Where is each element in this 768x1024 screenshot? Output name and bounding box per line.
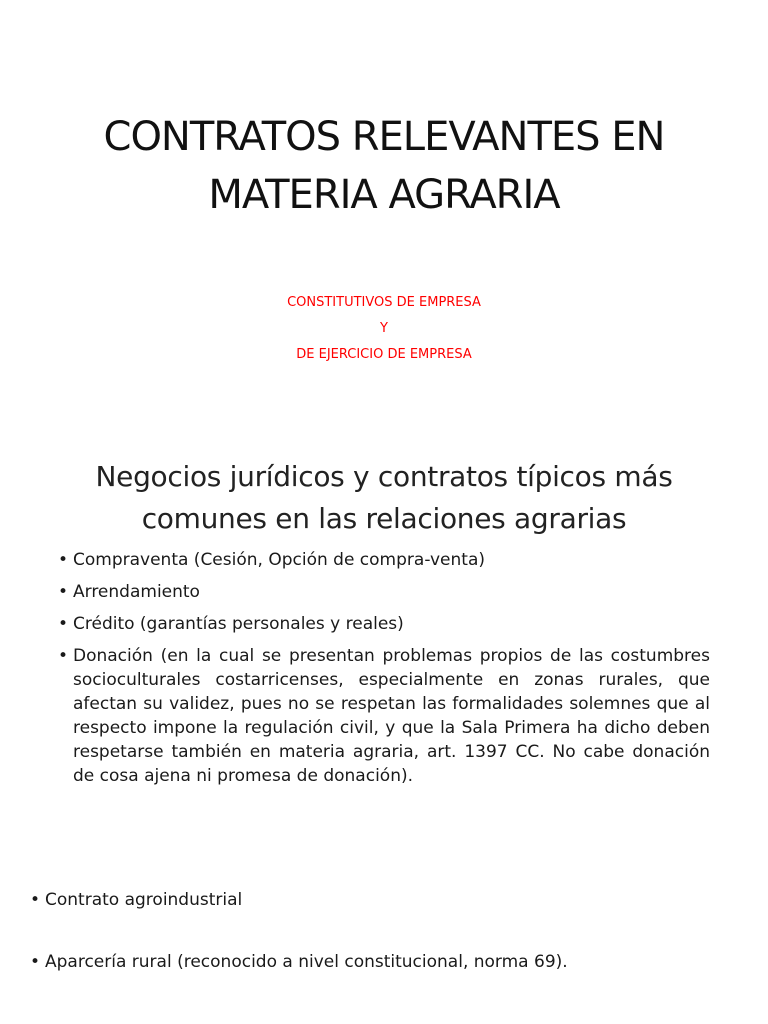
bullet-icon: • — [58, 582, 69, 602]
list-item — [30, 888, 730, 912]
subtitle-line-3: DE EJERCICIO DE EMPRESA — [296, 347, 472, 362]
slide-heading — [40, 456, 728, 540]
list-item-text: Donación (en la cual se presentan problemas propios de las costumbres socioculturales costarricenses, especialmente en zonas rurales, que afectan su validez, pues no se respetan las formalidades solemnes que al respecto impone la regulación civil, y que la Sala Primera ha dicho deben respetarse también en materia agraria, art. 1397 CC. No cabe donación de cosa ajena ni promesa de donación). — [73, 646, 710, 786]
heading-line-1: Negocios jurídicos y contratos típicos más — [95, 460, 673, 493]
slide-subtitle — [100, 290, 668, 368]
list-item — [58, 580, 710, 604]
subtitle-line-2: Y — [380, 321, 388, 336]
slide-more-contracts — [0, 856, 768, 1024]
list-item — [30, 950, 730, 974]
list-item-text: Arrendamiento — [73, 582, 200, 602]
list-item-text: Crédito (garantías personales y reales) — [73, 614, 404, 634]
list-item-text: Aparcería rural (reconocido a nivel constitucional, norma 69). — [45, 952, 568, 972]
slide-contracts — [0, 432, 768, 856]
list-item — [58, 644, 710, 788]
slide-title — [0, 0, 768, 432]
list-item — [58, 548, 710, 572]
bullet-list — [30, 888, 730, 974]
title-line-1: CONTRATOS RELEVANTES EN — [103, 114, 665, 160]
list-item-text: Contrato agroindustrial — [45, 890, 243, 910]
bullet-icon: • — [58, 550, 69, 570]
bullet-list — [58, 548, 710, 796]
bullet-icon: • — [30, 890, 41, 910]
list-item — [58, 612, 710, 636]
bullet-icon: • — [58, 614, 69, 634]
bullet-icon: • — [30, 952, 41, 972]
heading-line-2: comunes en las relaciones agrarias — [141, 502, 627, 535]
title-line-2: MATERIA AGRARIA — [208, 172, 560, 218]
list-item-text: Compraventa (Cesión, Opción de compra-venta) — [73, 550, 486, 570]
subtitle-line-1: CONSTITUTIVOS DE EMPRESA — [287, 295, 481, 310]
bullet-icon: • — [58, 646, 69, 666]
slide-title-text — [40, 108, 728, 224]
